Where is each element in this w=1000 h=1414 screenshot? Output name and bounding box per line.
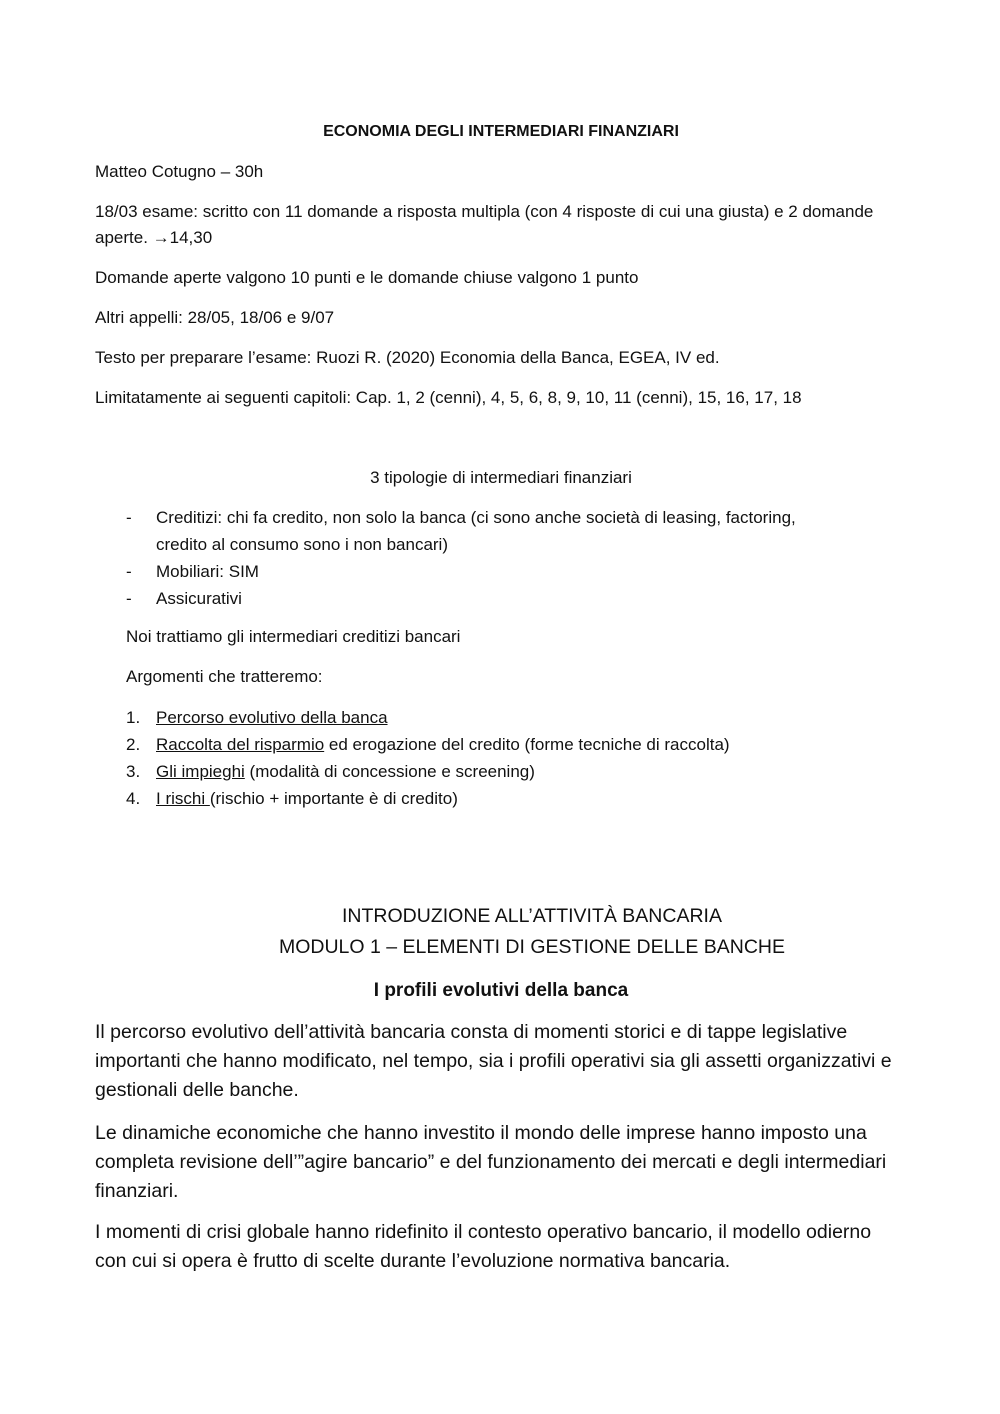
section-title-line1: INTRODUZIONE ALL’ATTIVITÀ BANCARIA	[342, 905, 722, 927]
types-title: 3 tipologie di intermediari finanziari	[370, 468, 632, 487]
topic-link-text: Gli impieghi	[156, 762, 245, 781]
topic-rest-text: (modalità di concessione e screening)	[244, 762, 535, 781]
list-item-text: Creditizi: chi fa credito, non solo la banca (ci sono anche società di leasing, factoring, credito al consumo sono i non bancari)	[156, 508, 796, 554]
topic-link-text: I rischi	[156, 789, 210, 808]
list-marker: -	[126, 562, 132, 581]
list-marker: -	[126, 589, 132, 608]
list-item	[95, 704, 907, 731]
paragraph: Le dinamiche economiche che hanno investito il mondo delle imprese hanno imposto una completa revisione dell’”agire bancario” e del funzionamento dei mercati e degli intermediari finanziari.	[95, 1122, 887, 1202]
other-sessions: Altri appelli: 28/05, 18/06 e 9/07	[95, 308, 335, 327]
list-item-text: Mobiliari: SIM	[156, 562, 259, 581]
list-marker: 3.	[126, 762, 141, 781]
topic-link-text: Percorso evolutivo della banca	[156, 708, 388, 727]
paragraph: Il percorso evolutivo dell’attività bancaria consta di momenti storici e di tappe legislative importanti che hanno modificato, nel tempo, sia i profili operativi sia gli assetti organizzativi e gestionali delle banche.	[95, 1021, 892, 1101]
list-item	[95, 504, 907, 558]
section-title-line2: MODULO 1 – ELEMENTI DI GESTIONE DELLE BANCHE	[278, 936, 786, 958]
chapters-info: Limitatamente ai seguenti capitoli: Cap. 1, 2 (cenni), 4, 5, 6, 8, 9, 10, 11 (cenni), 15, 16, 17, 18	[95, 388, 802, 407]
list-item	[95, 731, 907, 758]
list-item	[95, 785, 907, 812]
scoring-info: Domande aperte valgono 10 punti e le domande chiuse valgono 1 punto	[95, 268, 639, 287]
section-subtitle: I profili evolutivi della banca	[373, 980, 629, 1001]
topic-rest-text: ed erogazione del credito (forme tecniche di raccolta)	[324, 735, 730, 754]
types-note: Noi trattiamo gli intermediari creditizi bancari	[126, 627, 461, 646]
list-marker: 4.	[126, 789, 141, 808]
paragraph: I momenti di crisi globale hanno ridefinito il contesto operativo bancario, il modello odierno con cui si opera è frutto di scelte durante l’evoluzione normativa bancaria.	[95, 1221, 872, 1272]
topic-rest-text: (rischio + importante è di credito)	[209, 789, 458, 808]
topic-link-text: Raccolta del risparmio	[156, 735, 325, 754]
list-item	[95, 558, 907, 585]
list-marker: 2.	[126, 735, 141, 754]
list-item-text: Assicurativi	[156, 589, 242, 608]
topics-intro: Argomenti che tratteremo:	[126, 667, 323, 686]
list-item	[95, 585, 907, 612]
list-marker: 1.	[126, 708, 141, 727]
types-list	[95, 504, 907, 612]
topics-list	[95, 704, 907, 812]
list-item	[95, 758, 907, 785]
list-marker: -	[126, 508, 132, 527]
exam-info: 18/03 esame: scritto con 11 domande a risposta multipla (con 4 risposte di cui una giusta) e 2 domande aperte. →14,30	[95, 202, 874, 247]
teacher-line: Matteo Cotugno – 30h	[95, 162, 264, 181]
textbook-info: Testo per preparare l’esame: Ruozi R. (2020) Economia della Banca, EGEA, IV ed.	[95, 348, 720, 367]
document-title: ECONOMIA DEGLI INTERMEDIARI FINANZIARI	[323, 123, 679, 140]
